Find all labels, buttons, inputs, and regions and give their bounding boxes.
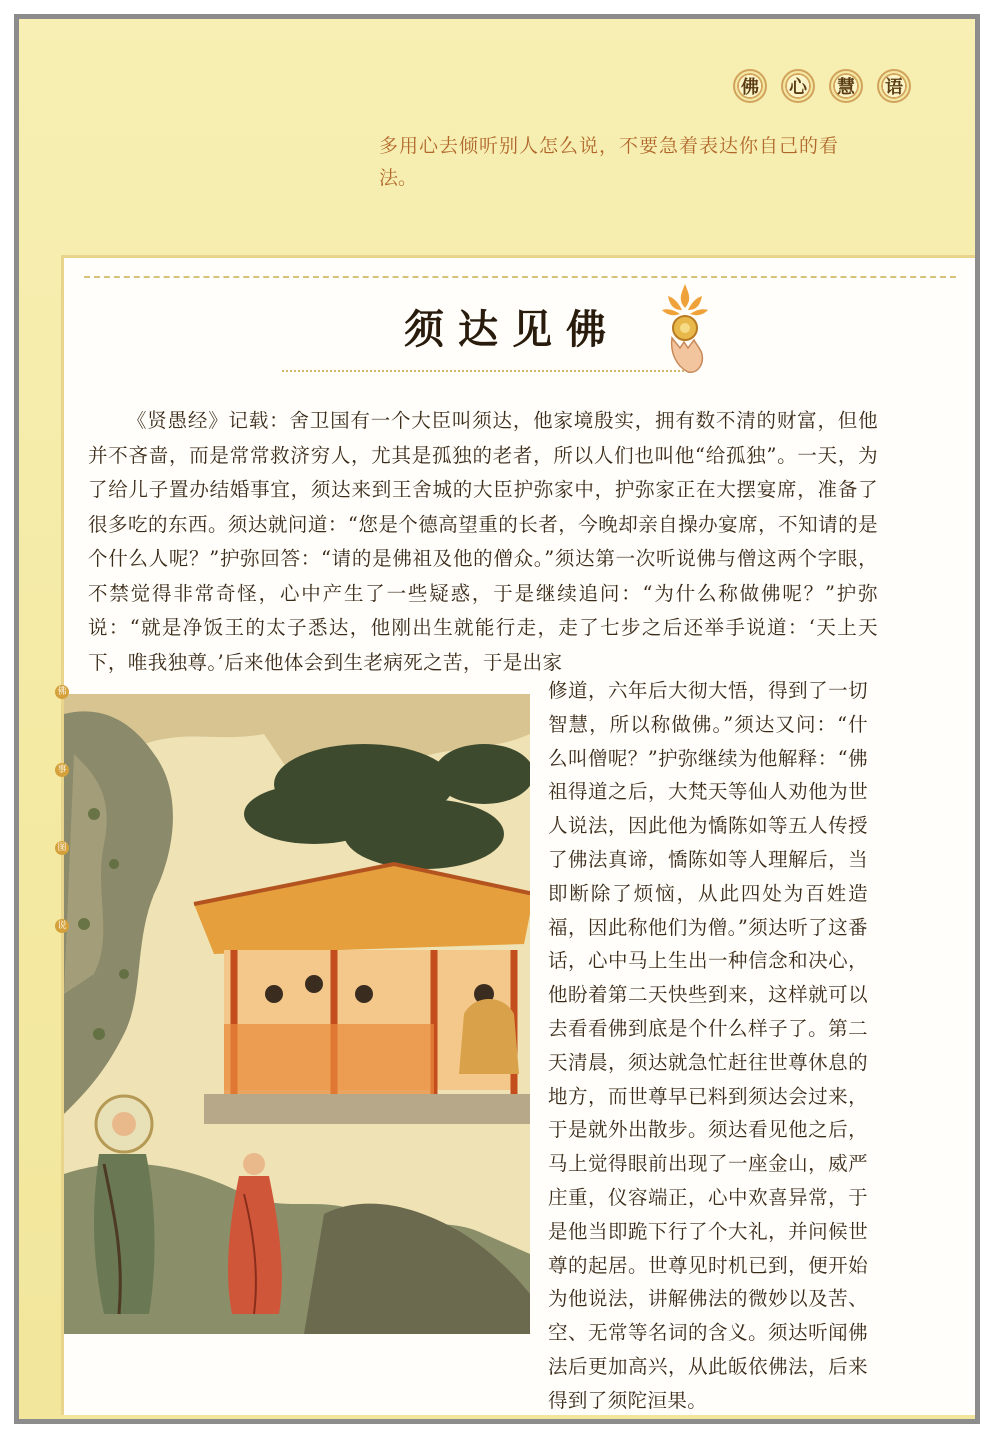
side-tab-char: 图 [55,841,69,855]
header-quote-line2: 法。 [379,167,418,189]
header-badge: 心 [781,69,815,103]
article-paragraph: 《贤愚经》记载：舍卫国有一个大臣叫须达，他家境殷实，拥有数不清的财富，但他并不吝啬，而是常常救济穷人，尤其是孤独的老者，所以人们也叫他“给孤独”。一天，为了给儿子置办结婚事宜，须达来到王舍城的大臣护弥家中，护弥家正在大摆宴席，准备了很多吃的东西。须达就问道：“您是个德高望重的长者，今晚却亲自操办宴席，不知请的是个什么人呢？”护弥回答：“请的是佛祖及他的僧众。”须达第一次听说佛与僧这两个字眼，不禁觉得非常奇怪，心中产生了一些疑惑，于是继续追问：“为什么称做佛呢？”护弥说：“就是净饭王的太子悉达，他刚出生就能行走，走了七步之后还举手说道：‘天上天下，唯我独尊。’后来他体会到生老病死之苦，于是出家 [88,409,878,674]
article-paragraph-continued: 修道，六年后大彻大悟，得到了一切智慧，所以称做佛。”须达又问：“什么叫僧呢？”护弥继续为他解释：“佛祖得道之后，大梵天等仙人劝他为世人说法，因此他为憍陈如等五人传授了佛法真谛，憍陈如等人理解后，当即断除了烦恼，从此四处为百姓造福，因此称他们为僧。”须达听了这番话，心中马上生出一种信念和决心，他盼着第二天快些到来，这样就可以去看看佛到底是个什么样子了。第二天清晨，须达就急忙赶往世尊休息的地方，而世尊早已料到须达会过来，于是就外出散步。须达看见他之后，马上觉得眼前出现了一座金山，威严庄重，仪容端正，心中欢喜异常，于是他当即跪下行了个大礼，并问候世尊的起居。世尊见时机已到，便开始为他说法，讲解佛法的微妙以及苦、空、无常等名词的含义。须达听闻佛法后更加高兴，从此皈依佛法，后来得到了须陀洹果。 [548,679,868,1412]
article-body [88,404,878,680]
buddhist-painting-illustration [64,694,530,1334]
side-tab-char: 佛 [55,685,69,699]
article-title: 须达见佛 [404,306,620,353]
side-tab-char: 说 [55,919,69,933]
header-badge: 佛 [733,69,767,103]
lotus-hand-ornament-icon [654,278,716,378]
header-badge: 慧 [829,69,863,103]
header-badges [733,69,911,103]
title-rule [282,370,688,372]
header-quote-line1: 多用心去倾听别人怎么说，不要急着表达你自己的看 [379,135,840,157]
page-frame [14,14,980,1424]
side-tab [55,685,69,933]
side-tab-char: 事 [55,763,69,777]
article-panel [61,255,980,1415]
article-side-column [548,674,868,1418]
header-badge: 语 [877,69,911,103]
panel-divider [84,276,956,278]
